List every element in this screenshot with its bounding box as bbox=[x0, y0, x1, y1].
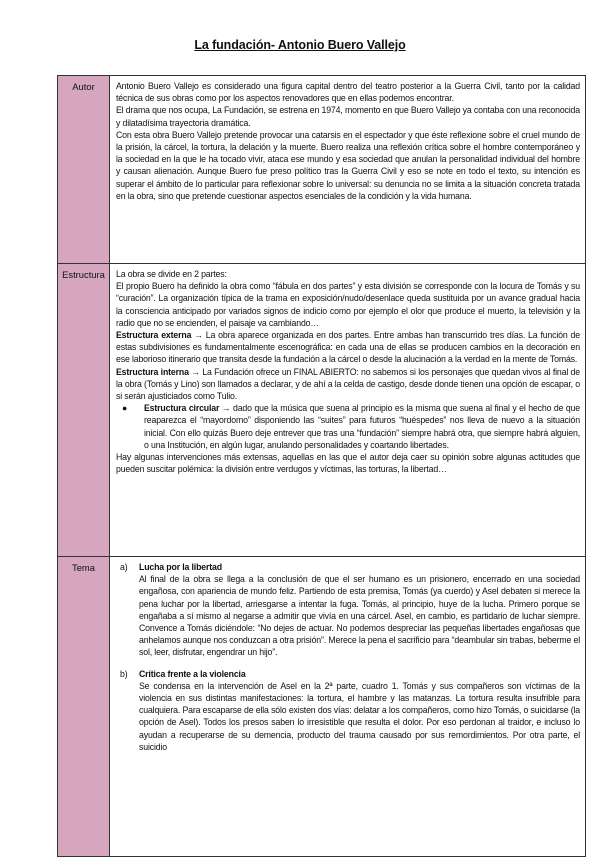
row-autor bbox=[58, 76, 586, 264]
tema-section-a bbox=[116, 561, 580, 659]
section-a-marker: a) bbox=[120, 562, 128, 572]
tema-section-b bbox=[116, 668, 580, 753]
estructura-paragraph: El propio Buero ha definido la obra como “fábula en dos partes” y esta división se corresponde con la locura de Tomás y su “curación”. La organización típica de la trama en exposición/nudo/desenlace queda sustituida por un avance gradual hacia la consciencia anticipado por variados signos de indicio como por ejemplo el olor que produce el muerto, la televisión y la radio que no se encienden, el paisaje va cambiando… bbox=[116, 281, 580, 328]
estructura-externa-label: Estructura externa → bbox=[116, 330, 203, 341]
section-b-text: Se condensa en la intervención de Asel en la 2ª parte, cuadro 1. Tomás y sus compañeros son víctimas de la violencia en sus distintas manifestaciones: la tortura, el hambre y las matanzas. La tortura resulta insufrible para cualquiera. Para escaparse de ella sólo existen dos vías: delatar a los compañeros, como hizo Tomás, o suicidarse (la opción de Asel). Todos los presos saben lo irresistible que resulta el dolor. Por eso perdonan al traidor, e incluso lo ayudan a recuperarse de su demencia, producto del trauma causado por sus remordimientos. Por otra parte, el suicidio bbox=[139, 680, 580, 752]
content-tema bbox=[110, 557, 586, 857]
content-autor bbox=[110, 76, 586, 264]
estructura-circular-text: dado que la música que suena al principio es la misma que suena al final y el hecho de que reaparezca el “mayordomo” disponiendo las “suites” para futuros “huéspedes” nos lleva de nuevo a la situación inicial. Con ello quizás Buero deje entrever que tras una “fundación” siempre habrá otra, que siempre habrá alguien, o una Institución, en algún lugar, anulando personalidades y coartando libertades. bbox=[144, 403, 581, 450]
estructura-interna-label: Estructura interna → bbox=[116, 366, 200, 377]
label-estructura: Estructura bbox=[58, 264, 110, 557]
autor-paragraph: El drama que nos ocupa, La Fundación, se estrena en 1974, momento en que Buero Vallejo ya contaba con una reconocida y dilatadísima trayectoria dramática. bbox=[116, 105, 580, 128]
section-b-marker: b) bbox=[120, 668, 128, 679]
row-estructura bbox=[58, 264, 586, 557]
estructura-interna bbox=[116, 366, 580, 403]
label-tema: Tema bbox=[58, 557, 110, 857]
estructura-closing: Hay algunas intervenciones más extensas, aquellas en las que el autor deja caer su opinión sobre algunas actitudes que pueden suscitar polémica: la división entre verdugos y víctimas, las torturas, la libertad… bbox=[116, 452, 580, 475]
section-a-title: Lucha por la libertad bbox=[139, 562, 222, 572]
bullet-icon: ● bbox=[122, 403, 128, 414]
section-a-text: Al final de la obra se llega a la conclusión de que el ser humano es un prisionero, encerrado en una sociedad engañosa, con apariencia de mundo feliz. Partiendo de esta premisa, Tomás (ya cuerdo) y Asel debaten si merece la pena luchar por la libertad, arriesgarse a intentar la fuga. Tomás, al principio, huye de la lucha. Primero porque se engañaba a sí mismo al negarse a admitir que vivía en una cárcel. Asel, en cambio, es partidario de luchar siempre. Convence a Tomás diciéndole: “No dejes de actuar. No podemos despreciar las pequeñas libertades engañosas que anhelamos aunque nos conduzcan a otra prisión”. Merece la pena el sacrificio para “deambular sin trabas, beberme el sol, leer, disfrutar, engendrar un hijo”. bbox=[139, 574, 580, 658]
label-autor: Autor bbox=[58, 76, 110, 264]
autor-paragraph: Con esta obra Buero Vallejo pretende provocar una catarsis en el espectador y que éste reflexione sobre el cruel mundo de la prisión, la cárcel, la tortura, la delación y la muerte. Buero realiza una reflexión crítica sobre el hombre contemporáneo y la sociedad en la que le ha tocado vivir, ataca ese mundo y esa sociedad que anulan la personalidad individual del hombre y causan alienación. Aunque Buero fue preso político tras la Guerra Civil y eso se note en todo el texto, su intención es superar el ámbito de lo particular para reflexionar sobre lo universal: su denuncia no se limita a la situación concreta tratada en la obra, sino que pretende cuestionar aspectos esenciales de la condición y la vida humana. bbox=[116, 129, 580, 201]
content-estructura bbox=[110, 264, 586, 557]
estructura-circular-label: Estructura circular → bbox=[144, 403, 231, 414]
section-b-title: Crítica frente a la violencia bbox=[139, 668, 246, 679]
estructura-circular-bullet bbox=[116, 402, 580, 451]
estructura-externa-text: La obra aparece organizada en dos partes. Entre ambas han transcurrido tres días. La función de estas subdivisiones es fundamentalmente escenográfica: en cada una de ellas se producen cambios en la decoración en ese laborioso itinerario que transita desde la fundación a la cárcel o desde la alucinación a la verdad en la mente de Tomás. bbox=[116, 330, 580, 365]
estructura-intro: La obra se divide en 2 partes: bbox=[116, 269, 227, 279]
document-title: La fundación- Antonio Buero Vallejo bbox=[194, 38, 406, 52]
estructura-interna-text: La Fundación ofrece un FINAL ABIERTO: no sabemos si los personajes que quedan vivos al final de la obra (Tomás y Lino) son llamados a declarar, y de ahí a la celda de castigo, desde donde tienen una opción de escapar, o si serán ajusticiados como Tulio. bbox=[116, 366, 580, 402]
content-table bbox=[57, 75, 586, 857]
row-tema bbox=[58, 557, 586, 857]
estructura-externa bbox=[116, 329, 580, 366]
autor-paragraph: Antonio Buero Vallejo es considerado una figura capital dentro del teatro posterior a la Guerra Civil, tanto por la calidad técnica de sus obras como por los aspectos renovadores que en ellas podemos encontrar. bbox=[116, 81, 580, 104]
